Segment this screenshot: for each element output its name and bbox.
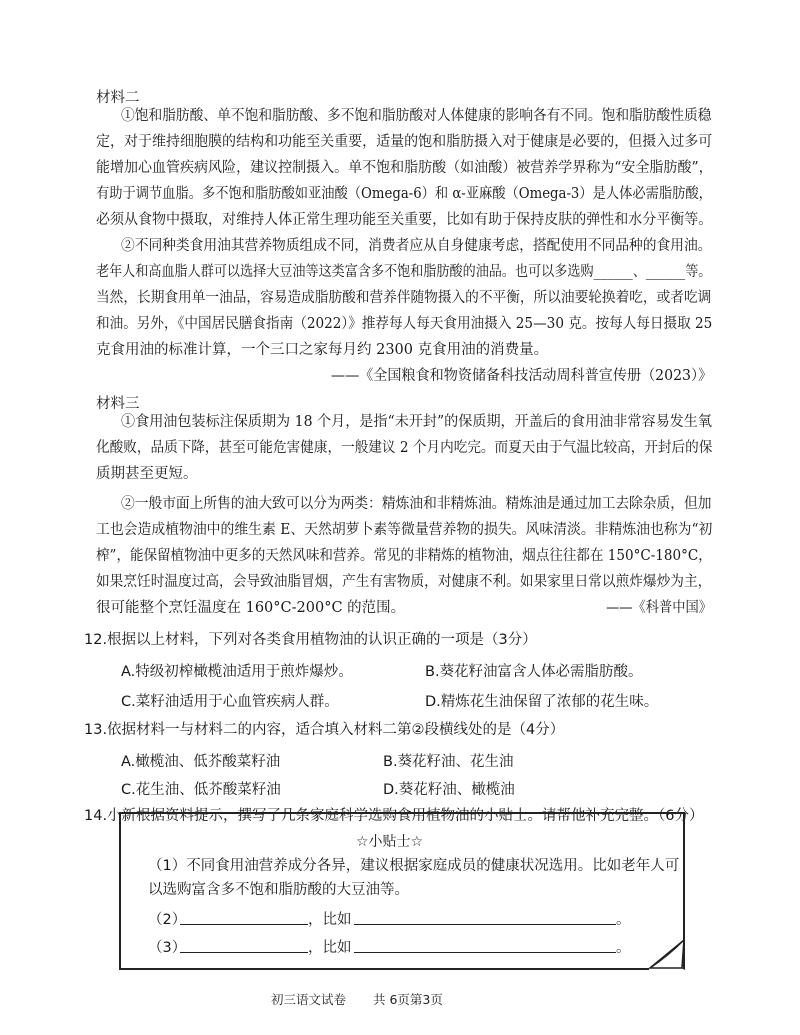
material3-p1-line2: 化酸败，品质下降，甚至可能危害健康，一般建议 2 个月内吃完。而夏天由于气温比较高，开封后的保 <box>96 440 713 456</box>
material2-p1-line2: 定，对于维持细胞膜的结构和功能至关重要，适量的饱和脂肪摄入对于健康是必要的，但摄入过多可 <box>96 134 713 150</box>
material2-p2-line4: 和油。另外，《中国居民膳食指南（2022）》推荐每人每天食用油摄入 25—30 克。按每人每日摄取 25 <box>96 316 713 332</box>
material3-p2-line4: 如果烹饪时温度过高，会导致油脂冒烟，产生有害物质，对健康不利。如果家里日常以煎炸爆炒为主， <box>96 574 712 590</box>
tip3-period: 。 <box>616 940 631 956</box>
tip2-label: （2） <box>148 912 187 928</box>
q12-option-a[interactable]: A.特级初榨橄榄油适用于煎炸爆炒。 <box>121 664 353 680</box>
tip3-label: （3） <box>148 940 187 956</box>
tips-title: ☆小贴士☆ <box>356 834 424 850</box>
material3-p1-line3: 质期甚至更短。 <box>96 466 198 482</box>
tip3-blank-1[interactable] <box>180 952 308 953</box>
material2-p2-line5: 克食用油的标准计算，一个三口之家每月约 2300 克食用油的消费量。 <box>96 342 549 358</box>
material2-p1-line4: 有助于调节血脂。多不饱和脂肪酸如亚油酸（Omega-6）和 α-亚麻酸（Omega-3）是人体必需脂肪酸， <box>96 186 712 202</box>
footer-exam-name: 初三语文试卷 <box>271 992 347 1007</box>
material3-p2-line1: ②一般市面上所售的油大致可以分为两类：精炼油和非精炼油。精炼油是通过加工去除杂质，但加 <box>121 496 712 512</box>
q13-option-c[interactable]: C.花生油、低芥酸菜籽油 <box>121 782 281 798</box>
material3-source: ——《科普中国》 <box>606 600 713 616</box>
tip2-blank-2[interactable] <box>354 924 616 925</box>
material2-p2-line3: 当然，长期食用单一油品，容易造成脂肪酸和营养伴随物摄入的不平衡，所以油要轮换着吃，或者吃调 <box>96 290 712 306</box>
tip3-blank-2[interactable] <box>354 952 616 953</box>
q13-stem: 13.依据材料一与材料二的内容，适合填入材料二第②段横线处的是（4分） <box>84 722 565 738</box>
material2-p2-line2: 老年人和高血脂人群可以选择大豆油等这类富含多不饱和脂肪酸的油品。也可以多选购______、______等。 <box>96 264 712 280</box>
q12-option-d[interactable]: D.精炼花生油保留了浓郁的花生味。 <box>425 694 659 710</box>
q13-option-b[interactable]: B.葵花籽油、花生油 <box>383 754 514 770</box>
material3-heading: 材料三 <box>96 396 140 412</box>
footer-page-number: 共 6页第3页 <box>373 992 443 1007</box>
page-curl-icon <box>646 938 686 970</box>
q13-option-a[interactable]: A.橄榄油、低芥酸菜籽油 <box>121 754 281 770</box>
q14-stem: 14.小新根据资料提示，撰写了几条家庭科学选购食用植物油的小贴士。请帮他补充完整。（6分） <box>84 808 704 824</box>
q13-option-d[interactable]: D.葵花籽油、橄榄油 <box>383 782 515 798</box>
tip3-biru: ，比如 <box>308 940 352 956</box>
material2-p2-line1: ②不同种类食用油其营养物质组成不同，消费者应从自身健康考虑，搭配使用不同品种的食用油。 <box>121 238 712 254</box>
material3-p2-line5: 很可能整个烹饪温度在 160°C-200°C 的范围。 <box>96 600 406 616</box>
tip1-line1: （1）不同食用油营养成分各异，建议根据家庭成员的健康状况选用。比如老年人可 <box>148 858 680 874</box>
material2-p1-line5: 必须从食物中摄取，对维持人体正常生理功能至关重要，比如有助于保持皮肤的弹性和水分平衡等。 <box>96 212 713 228</box>
q12-option-c[interactable]: C.菜籽油适用于心血管疾病人群。 <box>121 694 339 710</box>
q12-stem: 12.根据以上材料，下列对各类食用植物油的认识正确的一项是（3分） <box>84 632 537 648</box>
q12-option-b[interactable]: B.葵花籽油富含人体必需脂肪酸。 <box>425 664 643 680</box>
tip1-line2: 以选购富含多不饱和脂肪酸的大豆油等。 <box>148 882 409 898</box>
material2-source: ——《全国粮食和物资储备科技活动周科普宣传册（2023）》 <box>331 368 713 384</box>
tip2-blank-1[interactable] <box>180 924 308 925</box>
tip2-period: 。 <box>616 912 631 928</box>
material2-heading: 材料二 <box>96 90 140 106</box>
material3-p2-line2: 工也会造成植物油中的维生素 E、天然胡萝卜素等微量营养物的损失。风味清淡。非精炼油也称为“初 <box>96 522 713 538</box>
material3-p2-line3: 榨”，能保留植物油中更多的天然风味和营养。常见的非精炼的植物油，烟点往往都在 150°C-180°C， <box>96 548 712 564</box>
material3-p1-line1: ①食用油包装标注保质期为 18 个月，是指“未开封”的保质期，开盖后的食用油非常容易发生氧 <box>121 414 712 430</box>
material2-p1-line3: 能增加心血管疾病风险，建议控制摄入。单不饱和脂肪酸（如油酸）被营养学界称为“安全脂肪酸”， <box>96 160 713 176</box>
material2-p1-line1: ①饱和脂肪酸、单不饱和脂肪酸、多不饱和脂肪酸对人体健康的影响各有不同。饱和脂肪酸性质稳 <box>121 108 712 124</box>
tip2-biru: ，比如 <box>308 912 352 928</box>
